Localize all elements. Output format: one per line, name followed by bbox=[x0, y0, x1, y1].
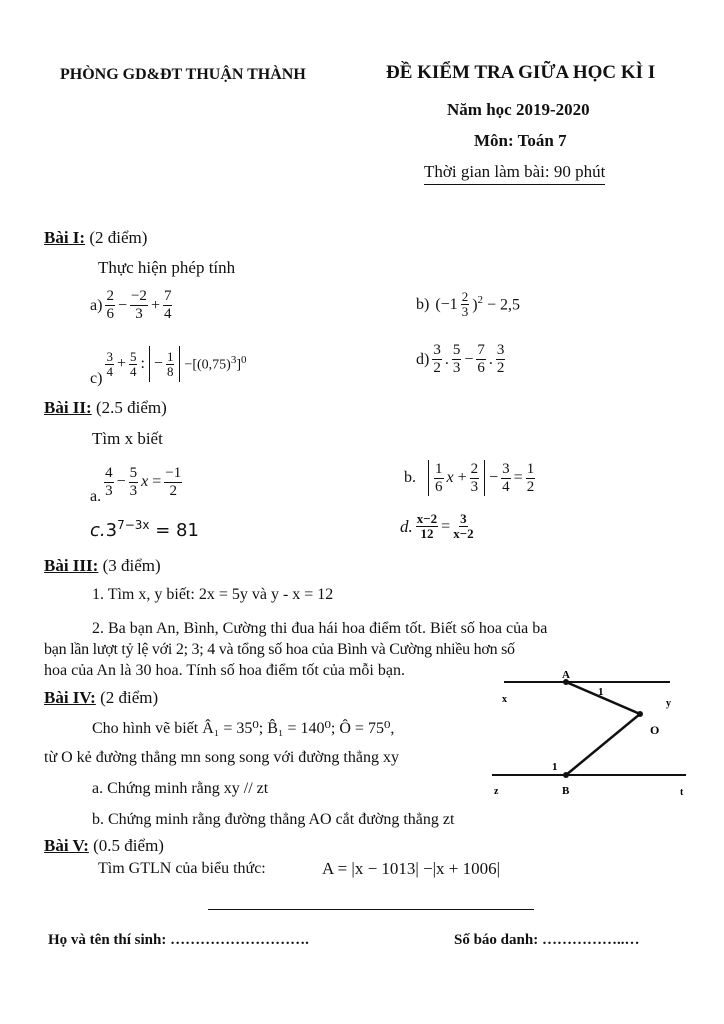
bai2-label-d: d. bbox=[400, 516, 413, 536]
label-b: B bbox=[562, 785, 570, 797]
bai4-points: (2 điểm) bbox=[100, 688, 159, 707]
bai1-label-c: c) bbox=[90, 370, 103, 387]
exam-title: ĐỀ KIỂM TRA GIỮA HỌC KÌ I bbox=[386, 62, 656, 83]
candidate-id-field: Số báo danh: ……………..… bbox=[454, 932, 640, 948]
bai1-label-d: d) bbox=[416, 350, 430, 368]
school-year: Năm học 2019-2020 bbox=[447, 100, 590, 119]
candidate-name-field: Họ và tên thí sinh: ………………………. bbox=[48, 932, 309, 948]
bai4-figure bbox=[490, 668, 690, 798]
bai1-item-d: d) $\frac{3}{2}$ . $\frac{5}{3}$ − $\frac{7}{6}$ . $\frac{3}{2}$ bbox=[416, 342, 505, 376]
bai1-item-a: a) $\frac{2}{6}$ − $\frac{-2}{3}$ + $\frac{7}{4}$ bbox=[90, 288, 172, 322]
bai5-title: Bài V: bbox=[44, 836, 89, 855]
bai4-heading bbox=[44, 688, 158, 708]
subject: Môn: Toán 7 bbox=[474, 131, 567, 150]
bai1-heading bbox=[44, 228, 147, 248]
bai4-qa: a. Chứng minh rằng xy // zt bbox=[92, 780, 269, 797]
bai3-q1: 1. Tìm x, y biết: 2x = 5y và y - x = 12 bbox=[92, 586, 334, 603]
bai4-line2: từ O kẻ đường thẳng mn song song với đường thẳng xy bbox=[44, 749, 399, 766]
bai4-title: Bài IV: bbox=[44, 688, 96, 707]
bai2-instruction: Tìm x biết bbox=[92, 429, 163, 448]
bai2-label-a: a. bbox=[90, 488, 102, 505]
duration: Thời gian làm bài: 90 phút bbox=[424, 162, 605, 185]
bai5-expression: A = |x − 1013| −|x + 1006| bbox=[322, 859, 501, 878]
bai2-item-c bbox=[90, 518, 199, 541]
bai2-c-base: 3 bbox=[105, 520, 118, 541]
bai2-heading bbox=[44, 398, 167, 418]
point-o bbox=[637, 711, 643, 717]
angle-a-label: 1 bbox=[598, 686, 604, 698]
divider bbox=[208, 909, 534, 910]
bai5-prompt: Tìm GTLN của biểu thức: bbox=[98, 860, 266, 877]
bai3-points: (3 điểm) bbox=[102, 556, 161, 575]
bai2-c-rhs: = 81 bbox=[155, 520, 199, 541]
bai5-points: (0.5 điểm) bbox=[93, 836, 164, 855]
bai3-heading bbox=[44, 556, 161, 576]
bai2-label-c: c. bbox=[90, 520, 106, 541]
bai2-c-exponent: 7−3x bbox=[117, 518, 150, 532]
bai2-label-b: b. bbox=[404, 469, 416, 486]
label-a: A bbox=[562, 669, 570, 681]
segment-ob bbox=[566, 714, 640, 775]
bai3-q2-line1: 2. Ba bạn An, Bình, Cường thi đua hái hoa điểm tốt. Biết số hoa của ba bbox=[92, 620, 548, 637]
bai3-title: Bài III: bbox=[44, 556, 99, 575]
bai2-item-d: d. $\frac{x-2}{12}$ = $\frac{3}{x-2}$ bbox=[400, 511, 474, 541]
bai5-heading bbox=[44, 836, 164, 856]
angle-b-label: 1 bbox=[552, 761, 558, 773]
bai4-given: Cho hình vẽ biết Â₁ = 35⁰; B̂₁ = 140⁰; Ô = 75⁰, bbox=[92, 720, 395, 737]
label-y: y bbox=[666, 698, 671, 709]
label-o: O bbox=[650, 723, 660, 737]
office-name: PHÒNG GD&ĐT THUẬN THÀNH bbox=[60, 66, 306, 83]
bai2-points: (2.5 điểm) bbox=[95, 398, 167, 417]
bai3-q2-line2: bạn lần lượt tỷ lệ với 2; 3; 4 và tổng số hoa của Bình và Cường nhiều hơn số bbox=[44, 641, 515, 658]
bai4-qb: b. Chứng minh rằng đường thẳng AO cắt đường thẳng zt bbox=[92, 811, 455, 828]
bai1-title: Bài I: bbox=[44, 228, 86, 247]
bai1-label-a: a) bbox=[90, 296, 103, 314]
bai1-points: (2 điểm) bbox=[89, 228, 148, 247]
bai1-instruction: Thực hiện phép tính bbox=[98, 258, 236, 277]
bai3-q2-line3: hoa của An là 30 hoa. Tính số hoa điểm tốt của mỗi bạn. bbox=[44, 662, 405, 679]
label-x: x bbox=[502, 694, 507, 705]
bai2-title: Bài II: bbox=[44, 398, 92, 417]
bai2-item-b: b. $\frac{1}{6}$ x + $\frac{2}{3}$ − $\frac{3}{4}$ = $\frac{1}{2}$ bbox=[404, 460, 535, 495]
bai2-item-a: a. $\frac{4}{3}$ − $\frac{5}{3}$ x = $\frac{-1}{2}$ bbox=[90, 464, 182, 505]
bai1-label-b: b) bbox=[416, 295, 430, 313]
label-z: z bbox=[494, 786, 499, 797]
bai1-item-b: b) (−1 $\frac{2}{3}$ )$^2$ − 2,5 bbox=[416, 289, 521, 319]
bai1-item-c: c) $\frac{3}{4}$ + $\frac{5}{4}$ : − $\frac{1}{8}$ $-[(0,75)^3]^0$ bbox=[90, 340, 247, 388]
point-b bbox=[563, 772, 569, 778]
label-t: t bbox=[680, 787, 684, 798]
